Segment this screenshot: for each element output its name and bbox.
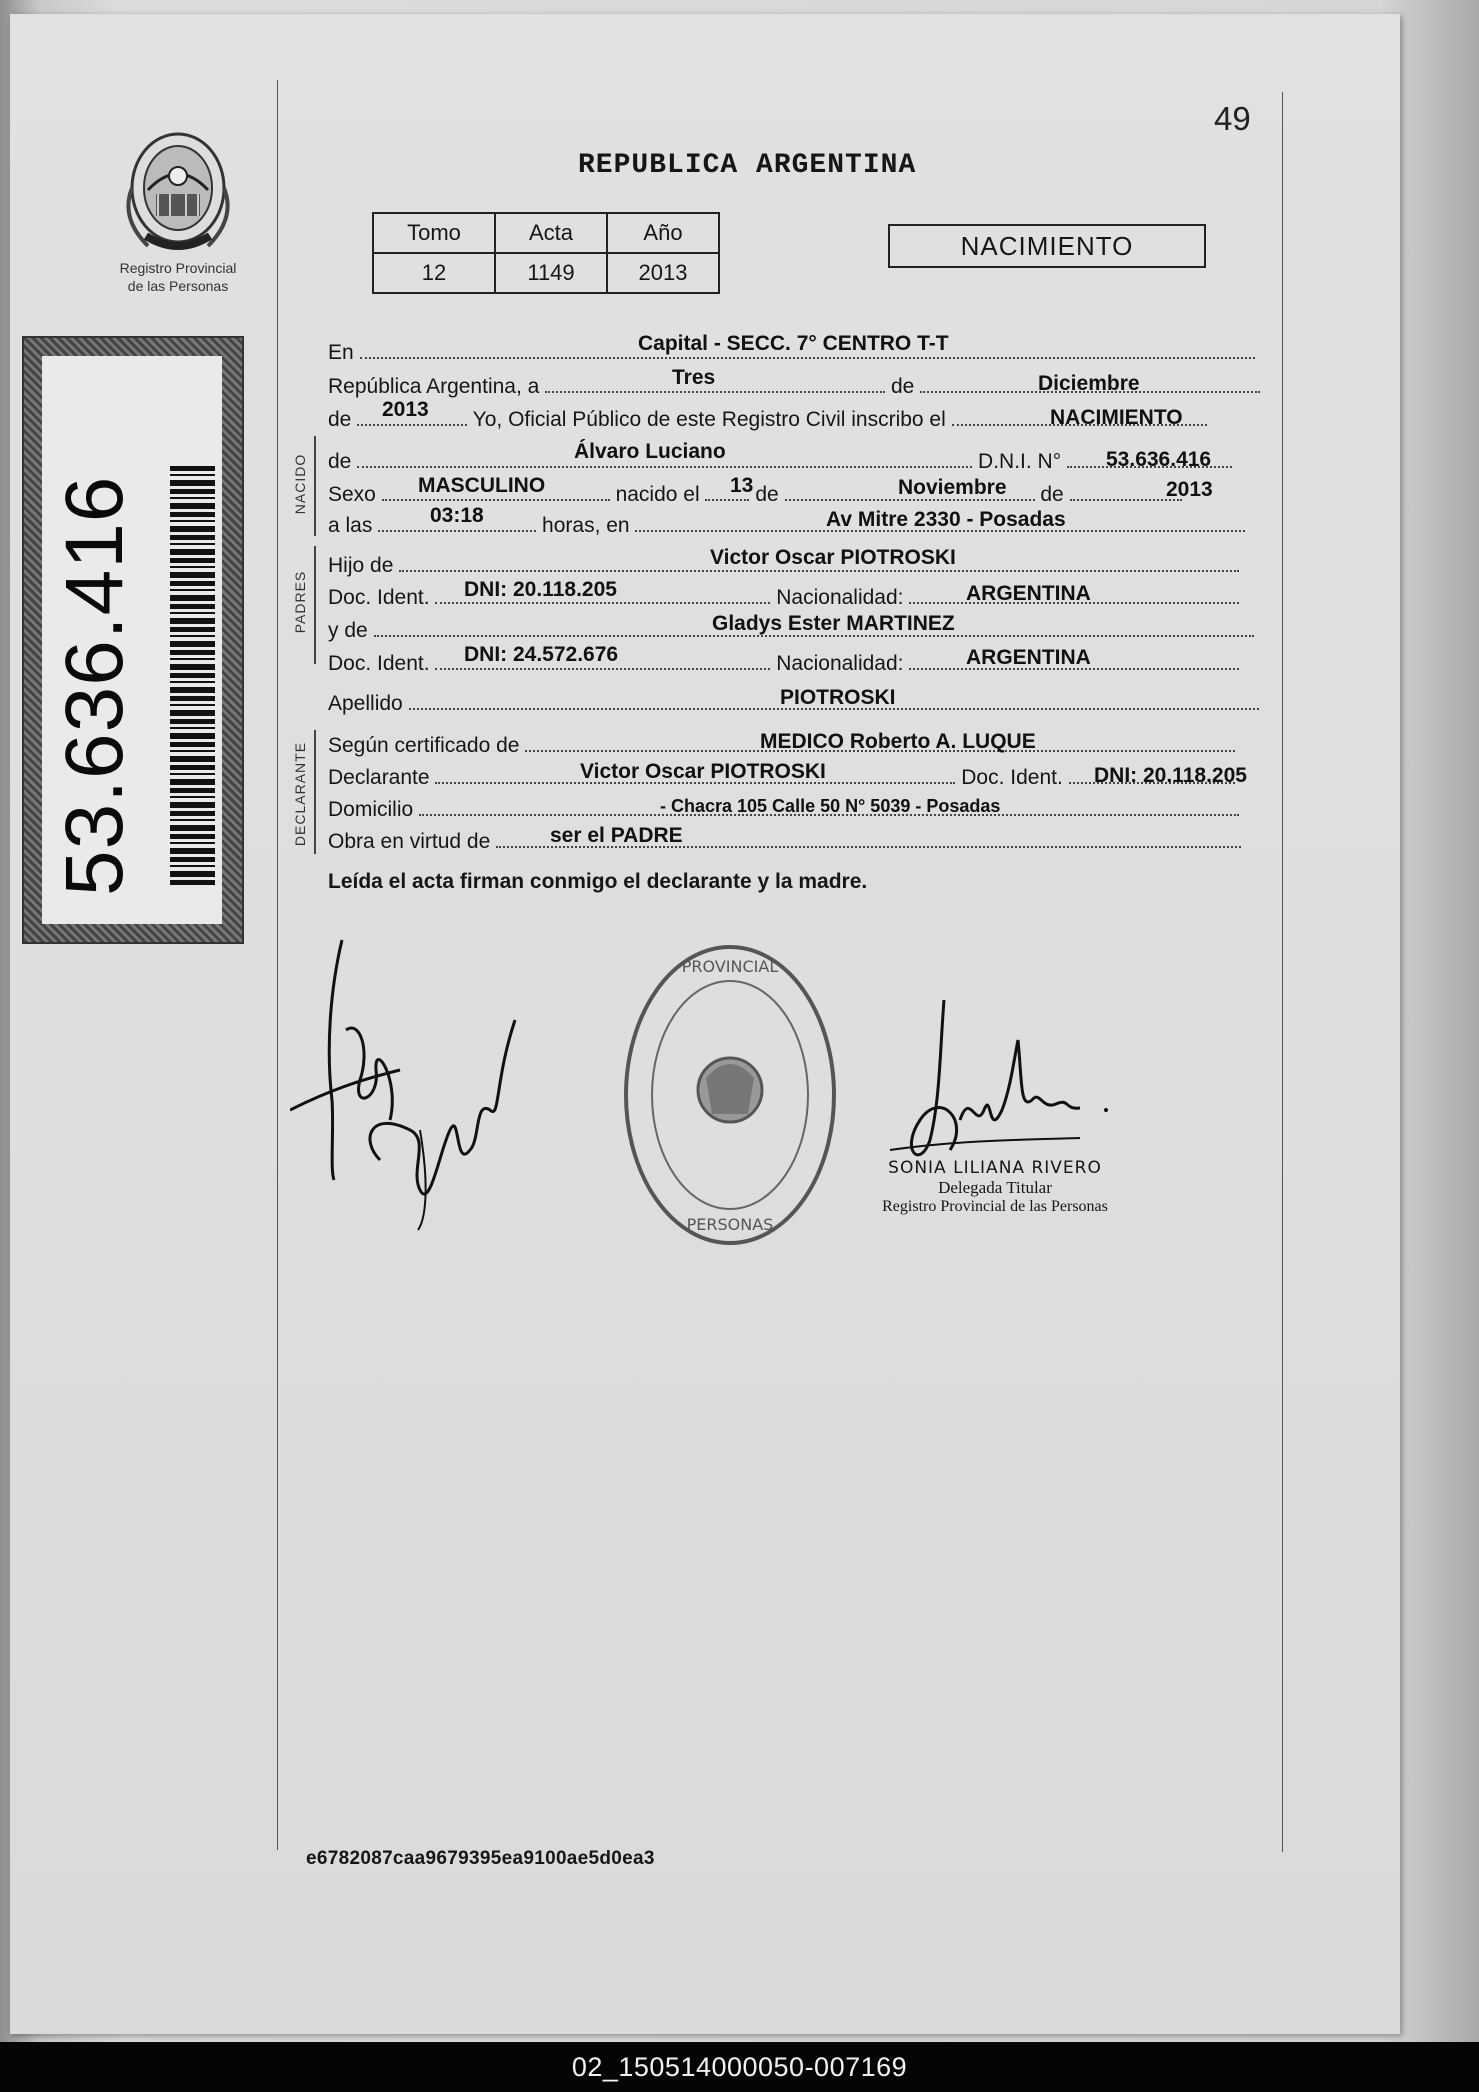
acta-header: Acta <box>495 213 607 253</box>
mother-name-value: Gladys Ester MARTINEZ <box>712 612 955 635</box>
nacido-name-line <box>328 448 1232 475</box>
birth-month-value: Noviembre <box>898 476 1007 499</box>
horas-label: horas, en <box>542 514 630 537</box>
left-margin-line <box>277 80 278 1850</box>
nacido-section-label: NACIDO <box>292 453 308 515</box>
official-signature <box>880 1000 1140 1170</box>
obra-line <box>328 828 1241 855</box>
official-title: Delegada Titular <box>938 1178 1052 1197</box>
declarante-doc-value: DNI: 20.118.205 <box>1094 764 1247 787</box>
oficial-text: Yo, Oficial Público de este Registro Civil inscribo el <box>472 408 946 431</box>
nacido-el-label: nacido el <box>615 483 700 506</box>
sexo-label: Sexo <box>328 483 376 506</box>
apellido-label: Apellido <box>328 692 403 715</box>
declarant-signature <box>290 930 560 1240</box>
provincial-coat-of-arms-icon <box>118 128 238 258</box>
registry-caption-line2: de las Personas <box>127 278 229 294</box>
father-name-value: Victor Oscar PIOTROSKI <box>710 546 956 569</box>
father-doc-value: DNI: 20.118.205 <box>464 578 617 601</box>
official-office: Registro Provincial de las Personas <box>882 1198 1108 1215</box>
record-type-box: NACIMIENTO <box>888 224 1206 268</box>
nacido-bracket <box>314 436 316 536</box>
obra-label: Obra en virtud de <box>328 830 491 853</box>
reference-table <box>372 212 720 294</box>
obra-value: ser el PADRE <box>550 824 683 847</box>
birth-de-label: de <box>755 483 779 506</box>
barcode-bars <box>170 466 215 886</box>
reference-header-row <box>373 213 719 253</box>
mother-doc-label: Doc. Ident. <box>328 652 430 675</box>
en-value: Capital - SECC. 7° CENTRO T-T <box>638 332 949 355</box>
padres-bracket <box>314 546 316 664</box>
closing-statement: Leída el acta firman conmigo el declarante y la madre. <box>328 870 868 893</box>
time-label: a las <box>328 514 373 537</box>
official-seal <box>620 940 840 1250</box>
declarante-bracket <box>314 730 316 854</box>
barcode-number: 53.636.416 <box>49 475 140 896</box>
birth-year-value: 2013 <box>1166 478 1213 501</box>
cert-label: Según certificado de <box>328 734 520 757</box>
apellido-value: PIOTROSKI <box>780 686 896 709</box>
dni-label: D.N.I. N° <box>978 450 1062 473</box>
registry-caption-line1: Registro Provincial <box>119 260 237 276</box>
birth-year-dots <box>1070 481 1182 501</box>
father-nationality-value: ARGENTINA <box>966 582 1091 605</box>
acta-value: 1149 <box>495 253 607 293</box>
declarante-doc-label: Doc. Ident. <box>961 766 1063 789</box>
hijo-label: Hijo de <box>328 554 394 577</box>
right-margin-line <box>1282 92 1283 1852</box>
official-name: SONIA LILIANA RIVERO <box>888 1158 1102 1178</box>
padres-section-label: PADRES <box>292 570 308 634</box>
svg-text:PROVINCIAL: PROVINCIAL <box>681 957 779 976</box>
mother-nationality-value: ARGENTINA <box>966 646 1091 669</box>
declarante-label: Declarante <box>328 766 430 789</box>
en-label: En <box>328 341 354 364</box>
declarante-section-label: DECLARANTE <box>292 741 308 847</box>
nacido-name-value: Álvaro Luciano <box>574 440 726 463</box>
reference-value-row <box>373 253 719 293</box>
svg-text:PERSONAS: PERSONAS <box>686 1215 774 1234</box>
month-value: Diciembre <box>1038 372 1140 395</box>
document-hash: e6782087caa9679395ea9100ae5d0ea3 <box>306 1848 655 1869</box>
anio-header: Año <box>607 213 719 253</box>
domicilio-value: - Chacra 105 Calle 50 N° 5039 - Posadas <box>660 796 1001 816</box>
date-de-label: de <box>891 375 915 398</box>
tomo-header: Tomo <box>373 213 495 253</box>
country-title: REPUBLICA ARGENTINA <box>578 150 917 181</box>
anio-value: 2013 <box>607 253 719 293</box>
father-doc-label: Doc. Ident. <box>328 586 430 609</box>
registry-logo <box>108 128 248 298</box>
file-id-footer: 02_150514000050-007169 <box>0 2042 1479 2092</box>
birth-de-label-2: de <box>1040 483 1064 506</box>
cert-value: MEDICO Roberto A. LUQUE <box>760 730 1036 753</box>
nacido-name-label: de <box>328 450 352 473</box>
page-number: 49 <box>1214 100 1251 137</box>
barcode-sticker-panel <box>42 356 222 924</box>
yde-label: y de <box>328 619 368 642</box>
barcode-sticker <box>22 336 244 944</box>
domicilio-label: Domicilio <box>328 798 414 821</box>
birth-day-value: 13 <box>730 474 754 497</box>
year-value: 2013 <box>382 398 429 421</box>
mother-doc-value: DNI: 24.572.676 <box>464 643 619 666</box>
time-value: 03:18 <box>430 504 484 527</box>
mother-nac-label: Nacionalidad: <box>776 652 904 675</box>
declarante-name-value: Victor Oscar PIOTROSKI <box>580 760 826 783</box>
tomo-value: 12 <box>373 253 495 293</box>
place-value: Av Mitre 2330 - Posadas <box>826 508 1066 531</box>
day-value: Tres <box>672 366 716 389</box>
nacido-dni-value: 53.636.416 <box>1106 448 1212 471</box>
year-prefix: de <box>328 408 352 431</box>
event-value: NACIMIENTO <box>1050 406 1183 429</box>
father-nac-label: Nacionalidad: <box>776 586 904 609</box>
sexo-value: MASCULINO <box>418 474 546 497</box>
republica-label: República Argentina, a <box>328 375 540 398</box>
official-block <box>860 1158 1130 1216</box>
